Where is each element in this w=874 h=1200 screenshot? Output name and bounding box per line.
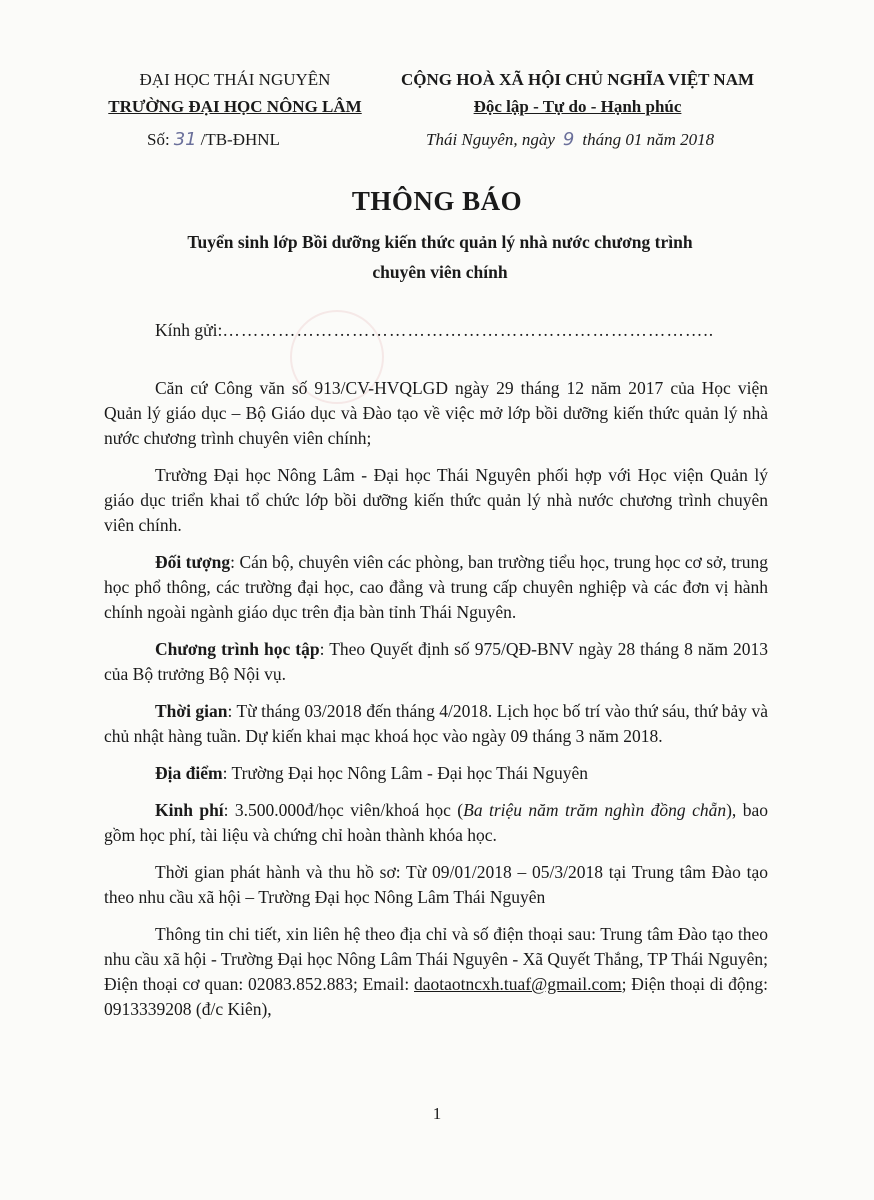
issuer-block [100,66,370,120]
issuer-parent-name: ĐẠI HỌC THÁI NGUYÊN [139,70,331,89]
handwritten-day: 9 [562,129,575,150]
paragraph-location: Địa điểm: Trường Đại học Nông Lâm - Đại học Thái Nguyên [155,763,589,783]
contact-email-link[interactable]: daotaotncxh.tuaf@gmail.com [414,974,622,994]
paragraph-target: Đối tượng: Cán bộ, chuyên viên các phòng, ban trường tiểu học, trung học cơ sở, trung học phổ thông, các trường đại học, cao đẳng và trung cấp chuyên nghiệp và các đơn vị hành chính ngoài ngành giáo dục trên địa bàn tỉnh Thái Nguyên. [104,552,768,622]
issuer-name: TRƯỜNG ĐẠI HỌC NÔNG LÂM [108,97,362,116]
document-subtitle: Tuyển sinh lớp Bồi dưỡng kiến thức quản lý nhà nước chương trình chuyên viên chính [187,232,693,282]
country-name: CỘNG HOÀ XÃ HỘI CHỦ NGHĨA VIỆT NAM [400,70,755,89]
page-number: 1 [432,1104,442,1123]
paragraph-cooperation: Trường Đại học Nông Lâm - Đại học Thái Nguyên phối hợp với Học viện Quản lý giáo dục triển khai tổ chức lớp bồi dưỡng kiến thức quản lý nhà nước chương trình chuyên viên chính. [104,465,768,535]
motto: Độc lập - Tự do - Hạnh phúc [473,97,682,116]
recipient-line: Kính gửi:…………………………………………………………………….. [155,320,715,340]
paragraph-fee: Kinh phí: 3.500.000đ/học viên/khoá học (Ba triệu năm trăm nghìn đồng chẵn), bao gồm học phí, tài liệu và chứng chỉ hoàn thành khóa học. [104,800,768,845]
paragraph-application-period: Thời gian phát hành và thu hồ sơ: Từ 09/01/2018 – 05/3/2018 tại Trung tâm Đào tạo theo nhu cầu xã hội – Trường Đại học Nông Lâm Thái Nguyên [104,862,768,907]
paragraph-program: Chương trình học tập: Theo Quyết định số 975/QĐ-BNV ngày 28 tháng 8 năm 2013 của Bộ trưởng Bộ Nội vụ. [104,639,768,684]
document-number: Số: 31 /TB-ĐHNL [147,129,280,150]
document-title: THÔNG BÁO [351,186,523,216]
handwritten-number: 31 [173,129,197,150]
document-date: Thái Nguyên, ngày 9 tháng 01 năm 2018 [426,129,715,150]
document-body [104,376,768,1034]
paragraph-contact: Thông tin chi tiết, xin liên hệ theo địa chỉ và số điện thoại sau: Trung tâm Đào tạo theo nhu cầu xã hội - Trường Đại học Nông Lâm Thái Nguyên - Xã Quyết Thắng, TP Thái Nguyên; Điện thoại cơ quan: 02083.852.883; Email: daotaotncxh.tuaf@gmail.com; Điện thoại di động: 0913339208 (đ/c Kiên), [104,924,768,1019]
national-motto-block [385,66,770,120]
paragraph-legal-basis: Căn cứ Công văn số 913/CV-HVQLGD ngày 29 tháng 12 năm 2017 của Học viện Quản lý giáo dục – Bộ Giáo dục và Đào tạo về việc mở lớp bồi dưỡng kiến thức quản lý nhà nước chương trình chuyên viên chính; [104,378,768,448]
paragraph-time: Thời gian: Từ tháng 03/2018 đến tháng 4/2018. Lịch học bố trí vào thứ sáu, thứ bảy và chủ nhật hàng tuần. Dự kiến khai mạc khoá học vào ngày 09 tháng 3 năm 2018. [104,701,768,746]
